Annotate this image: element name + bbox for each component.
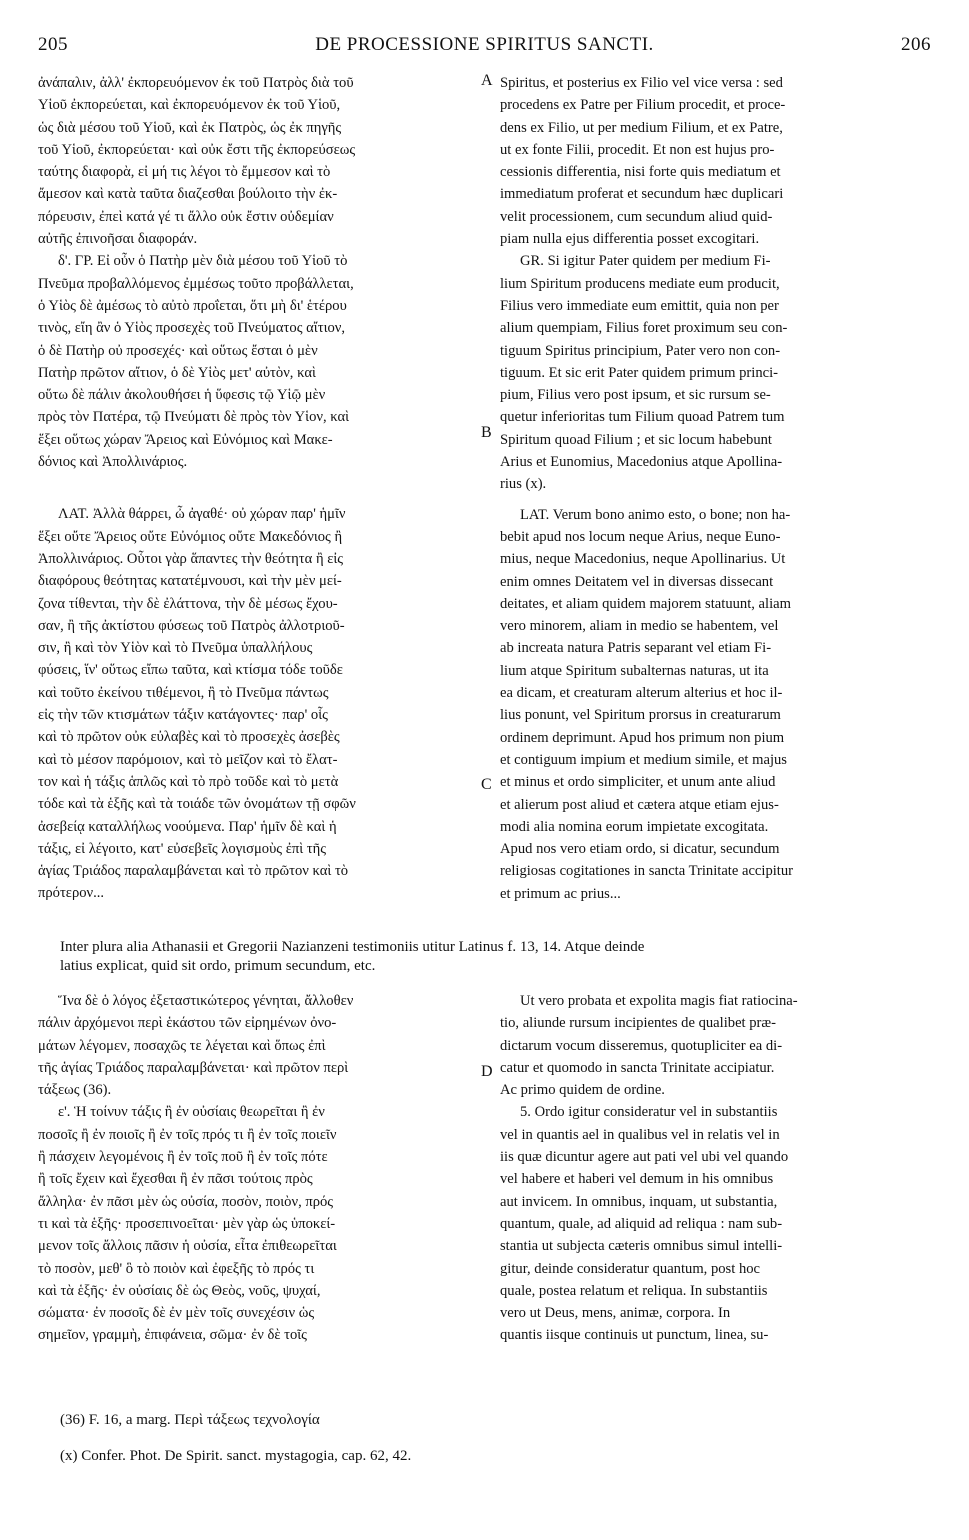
margin-marker-b: B [481, 424, 492, 441]
latin-paragraph-1: Spiritus, et posterius ex Filio vel vice versa : sed procedens ex Patre per Filium procedit, et proce- dens ex Filio, ut per medium Filium, et ex Patre, ut ex fonte Filii, procedit. Et non est hujus pro- cessionis differentia, nisi forte quis mediatum et immediatum proferat et secundum hæc duplicari velit processionem, cum secundum aliud quid- piam nulla ejus differentia posset excogitari. [500, 75, 786, 248]
margin-marker-d: D [481, 1063, 493, 1080]
latin-paragraph-2: GR. Si igitur Pater quidem per medium Fi- lium Spiritum producens mediate eum producit, Filius vero immediate eum emittit, quia non per alium quempiam, Filius foret proximum seu con- tiguum Spiritus principium, Pater vero non con- tiguum. Et sic erit Pater quidem primum princi- pium, Filius vero post ipsum, et sic rursum se- quetur inferioritas tum Filium quoad Patrem tum Spiritum quoad Filium ; et sic locum habebunt Arius et Eunomius, Macedonius atque Apollina- rius (x). [500, 253, 788, 493]
margin-marker-a: A [481, 72, 493, 89]
greek-column-lower [38, 990, 484, 1347]
greek-paragraph-4: Ἵνα δὲ ὁ λόγος ἐξεταστικώτερος γένηται, ἄλλοθεν πάλιν ἀρχόμενοι περὶ ἑκάστου τῶν εἰρημένων ὀνο- μάτων λέγομεν, ποσαχῶς τε λέγεται καὶ ὅπως ἐπὶ τῆς ἁγίας Τριάδος παραλαμβάνεται· καὶ πρῶτον περὶ τάξεως (36). [38, 993, 354, 1099]
running-title: DE PROCESSIONE SPIRITUS SANCTI. [315, 34, 654, 55]
page-number-left: 205 [38, 34, 68, 55]
latin-paragraph-3: LAT. Verum bono animo esto, o bone; non ha- bebit apud nos locum neque Arius, neque Euno- mius, neque Macedonius, neque Apollinarius. Ut enim omnes Deitatem vel in diversas dissecant deitates, et aliam quidem majorem statuunt, aliam vero minorem, aliam in medio se habentem, vel ab increata natura Patris separant vel etiam Fi- lium atque Spiritum subalternas naturas, ut ita ea dicam, et creaturam alterum alterius et hoc il- lius ponunt, vel Spiritum prorsus in creaturarum ordinem deprimunt. Apud hos primum non pium et contiguum impium et medium simile, et majus et minus et ordo simpliciter, et unum ante aliud et alierum post aliud et cætera atque etiam ejus- modi alia nomina eorum impietate excogitata. Apud nos vero etiam ordo, si dicatur, secundum religiosas cogitationes in sancta Trinitate accipitur et primum ac prius... [500, 506, 794, 902]
greek-paragraph-1: ἀνάπαλιν, ἀλλ' ἐκπορευόμενον ἐκ τοῦ Πατρὸς διὰ τοῦ Υἱοῦ ἐκπορεύεται, καὶ ἐκπορευόμενον ἐκ τοῦ Υἱοῦ, ὡς διὰ μέσου τοῦ Υἱοῦ, καὶ ἐκ Πατρὸς, ὡς ἐκ πηγῆς τοῦ Υἱοῦ, ἐκπορεύεται· καὶ οὐκ ἔστι τῆς ἐκπορεύσεως ταύτης διαφορὰ, εἰ μή τις λέγοι τὸ ἔμμεσον καὶ τὸ ἄμεσον καὶ κατὰ ταῦτα διαζεσθαι βούλοιτο τὴν ἐκ- πόρευσιν, ἐπεὶ κατά γέ τι ἄλλο οὐκ ἔστιν οὐδεμίαν αὐτῆς ἐπινοῆσαι διαφοράν. [38, 75, 356, 248]
footnote-x: (x) Confer. Phot. De Spirit. sanct. mystagogia, cap. 62, 42. [60, 1448, 412, 1464]
latin-column-lower [500, 990, 932, 1347]
page-header [38, 34, 931, 64]
latin-paragraph-4: Ut vero probata et expolita magis fiat ratiocina- tio, aliunde rursum incipientes de qualibet præ- dictarum vocum disseremus, quotupliciter ea di- catur et quomodo in sancta Trinitate accipiatur. Ac primo quidem de ordine. [500, 993, 798, 1099]
latin-column-upper [500, 72, 932, 905]
footnote-36: (36) F. 16, a marg. Περὶ τάξεως τεχνολογία [60, 1412, 320, 1428]
greek-paragraph-3: ΛΑΤ. Ἀλλὰ θάρρει, ὦ ἀγαθέ· οὐ χώραν παρ' ἡμῖν ἕξει οὔτε Ἄρειος οὔτε Εὐνόμιος οὔτε Μακεδόνιος ἢ Ἀπολλινάριος. Οὗτοι γὰρ ἅπαντες τὴν θεότητα ἢ εἰς διαφόρους θεότητας κατατέμνουσι, καὶ τὴν μὲν μεί- ζονα τίθενται, τὴν δὲ ἐλάττονα, τὴν δὲ μέσως ἔχου- σαν, ἢ τῆς ἀκτίστου φύσεως τοῦ Πατρὸς ἀλλοτριοῦ- σιν, ἢ καὶ τὸν Υἱὸν καὶ τὸ Πνεῦμα ὑπαλλήλους φύσεις, ἵν' οὕτως εἴπω ταῦτα, καὶ κτίσμα τόδε τοῦδε καὶ τοῦτο ἐκείνου τιθέμενοι, ἢ τὸ Πνεῦμα πάντως εἰς τὴν τῶν κτισμάτων τάξιν κατάγοντες· παρ' οἷς καὶ τὸ πρῶτον οὐκ εὐλαβὲς καὶ τὸ προσεχὲς ἀσεβὲς καὶ τὸ μέσον παρόμοιον, καὶ τὸ μεῖζον καὶ τὸ ἔλατ- τον καὶ ἡ τάξις ἁπλῶς καὶ τὸ πρὸ τοῦδε καὶ τὸ μετὰ τόδε καὶ τὰ ἑξῆς καὶ τὰ τοιάδε τῶν ὀνομάτων τῇ σφῶν ἀσεβείᾳ καταλλήλως νοούμενα. Παρ' ἡμῖν δὲ καὶ ἡ τάξις, εἰ λέγοιτο, κατ' εὐσεβεῖς λογισμοὺς ἐπὶ τῆς ἁγίας Τριάδος παραλαμβάνεται καὶ τὸ πρῶτον καὶ τὸ πρότερον... [38, 506, 356, 902]
interlude-note: Inter plura alia Athanasii et Gregorii Nazianzeni testimoniis utitur Latinus f. 13, 14. Atque deinde latius explicat, quid sit ordo, primum secundum, etc. [60, 939, 645, 974]
greek-column-upper [38, 72, 484, 905]
latin-paragraph-5: 5. Ordo igitur consideratur vel in substantiis vel in quantis ael in qualibus vel in relatis vel in iis quæ dicuntur agere aut pati vel ubi vel quando vel habere et haberi vel demum in his omnibus aut invicem. In omnibus, inquam, ut substantia, quantum, quale, ad aliquid ad reliqua : nam sub- stantia ut subjecta cæteris omnibus simul intelli- gitur, deinde consideratur quantum, post hoc quale, postea relatum et reliqua. In substantiis vero ut Deus, mens, animæ, corpora. In quantis iisque continuis ut punctum, linea, su- [500, 1104, 789, 1344]
page-number-right: 206 [900, 34, 931, 55]
greek-paragraph-5: ε'. Ἡ τοίνυν τάξις ἢ ἐν οὐσίαις θεωρεῖται ἢ ἐν ποσοῖς ἢ ἐν ποιοῖς ἢ ἐν τοῖς πρός τι ἢ ἐν τοῖς ποιεῖν ἢ πάσχειν λεγομένοις ἢ ἐν τοῖς ποῦ ἢ ἐν τοῖς πότε ἢ τοῖς ἔχειν καὶ ἔχεσθαι ἢ ἐν πᾶσι τούτοις πρὸς ἄλληλα· ἐν πᾶσι μὲν ὡς οὐσία, ποσὸν, ποιὸν, πρός τι καὶ τὰ ἑξῆς· προσεπινοεῖται· μὲν γὰρ ὡς ὑποκεί- μενον τοῖς ἄλλοις πᾶσιν ἡ οὐσία, εἶτα ἐπιθεωρεῖται τὸ ποσὸν, μεθ' ὃ τὸ ποιὸν καὶ ἐφεξῆς τὸ πρός τι καὶ τὰ ἑξῆς· ἐν οὐσίαις δὲ ὡς Θεὸς, νοῦς, ψυχαί, σώματα· ἐν ποσοῖς δὲ ἐν μὲν τοῖς συνεχέσιν ὡς σημεῖον, γραμμὴ, ἐπιφάνεια, σῶμα· ἐν δὲ τοῖς [38, 1104, 337, 1344]
greek-paragraph-2: δ'. ΓΡ. Εἰ οὖν ὁ Πατὴρ μὲν διὰ μέσου τοῦ Υἱοῦ τὸ Πνεῦμα προβαλλόμενος ἐμμέσως τοῦτο προβάλλεται, ὁ Υἱὸς δὲ ἀμέσως τὸ αὐτὸ προΐεται, ὅτι μὴ δι' ἑτέρου τινὸς, εἴη ἂν ὁ Υἱὸς προσεχὲς τοῦ Πνεύματος αἴτιον, ὁ δὲ Πατὴρ οὐ προσεχές· καὶ οὕτως ἔσται ὁ μὲν Πατὴρ πρῶτον αἴτιον, ὁ δὲ Υἱὸς μετ' αὐτὸν, καὶ οὕτω δὲ πάλιν ἀκολουθήσει ἡ ὕφεσις τῷ Υἱῷ μὲν πρὸς τὸν Πατέρα, τῷ Πνεύματι δὲ πρὸς τὸν Υἱον, καὶ ἕξει οὕτως χώραν Ἄρειος καὶ Εὐνόμιος καὶ Μακε- δόνιος καὶ Ἀπολλινάριος. [38, 253, 354, 471]
margin-marker-c: C [481, 776, 492, 793]
